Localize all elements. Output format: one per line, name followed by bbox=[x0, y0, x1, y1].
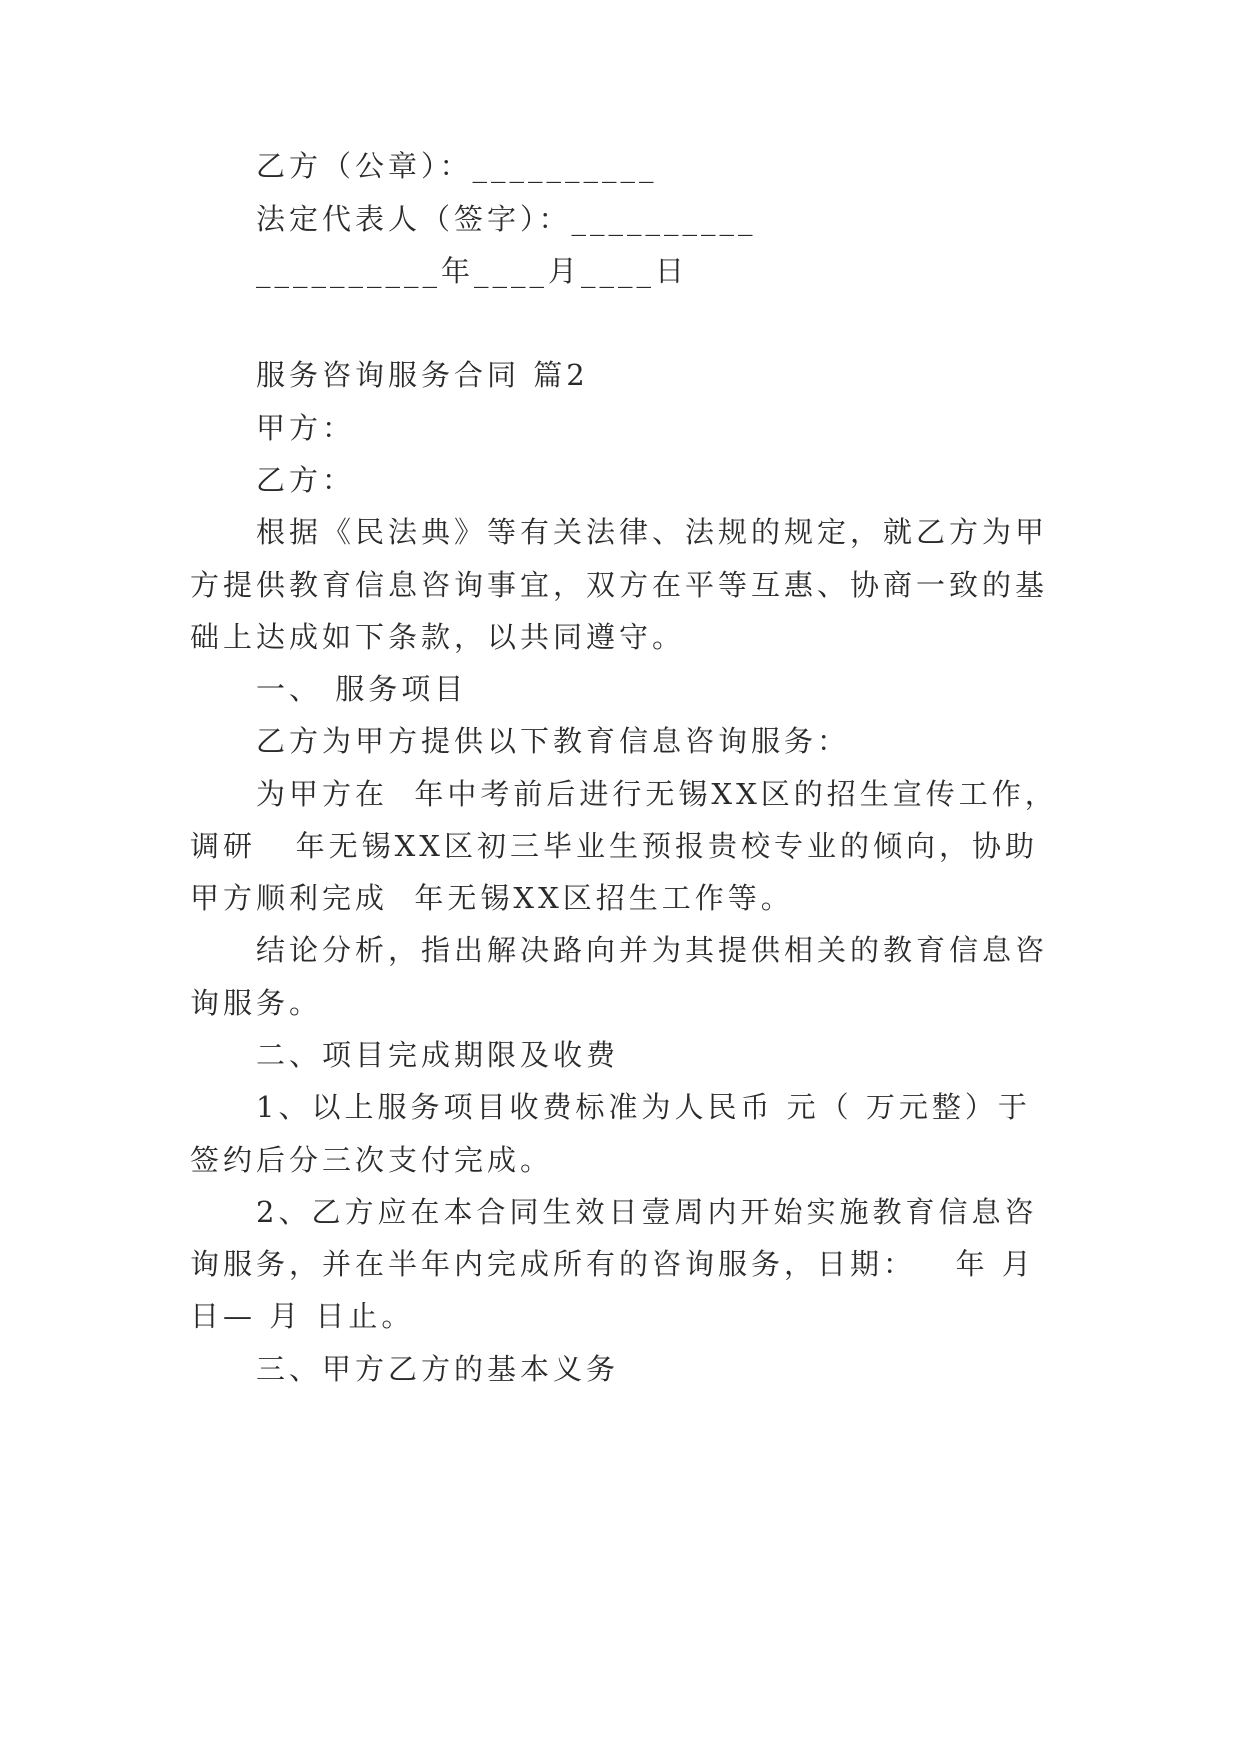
section1-item2-line-1: 结论分析，指出解决路向并为其提供相关的教育信息咨 bbox=[256, 933, 1049, 967]
section1-item1-line-3: 甲方顺利完成 年无锡XX区招生工作等。 bbox=[190, 881, 794, 915]
party-b-label: 乙方： bbox=[256, 463, 356, 497]
section2-clause2-line-2: 询服务，并在半年内完成所有的咨询服务，日期： 年 月 bbox=[190, 1247, 1035, 1281]
section2-clause2-line-1: 2、乙方应在本合同生效日壹周内开始实施教育信息咨 bbox=[256, 1195, 1038, 1229]
contract-title: 服务咨询服务合同 篇2 bbox=[256, 358, 589, 392]
date-line: __________年____月____日 bbox=[256, 254, 689, 288]
section2-clause1-line-1: 1、以上服务项目收费标准为人民币 元（ 万元整）于 bbox=[256, 1090, 1031, 1124]
legal-rep-sign-line: 法定代表人（签字）：__________ bbox=[256, 202, 757, 236]
preamble-line-1: 根据《民法典》等有关法律、法规的规定，就乙方为甲 bbox=[256, 515, 1049, 549]
preamble-line-3: 础上达成如下条款，以共同遵守。 bbox=[190, 620, 686, 654]
section2-clause1-line-2: 签约后分三次支付完成。 bbox=[190, 1143, 554, 1177]
section1-item1-line-1: 为甲方在 年中考前后进行无锡XX区的招生宣传工作， bbox=[256, 777, 1058, 811]
party-b-seal-line: 乙方（公章）：__________ bbox=[256, 149, 658, 183]
preamble-line-2: 方提供教育信息咨询事宜，双方在平等互惠、协商一致的基 bbox=[190, 568, 1049, 602]
section1-item1-line-2: 调研 年无锡XX区初三毕业生预报贵校专业的倾向，协助 bbox=[190, 829, 1038, 863]
section1-heading: 一、 服务项目 bbox=[256, 672, 468, 706]
section1-intro: 乙方为甲方提供以下教育信息咨询服务： bbox=[256, 724, 851, 758]
section3-heading: 三、甲方乙方的基本义务 bbox=[256, 1352, 620, 1386]
section2-heading: 二、项目完成期限及收费 bbox=[256, 1038, 620, 1072]
section1-item2-line-2: 询服务。 bbox=[190, 986, 323, 1020]
party-a-label: 甲方： bbox=[256, 411, 356, 445]
section2-clause2-line-3: 日— 月 日止。 bbox=[190, 1299, 415, 1333]
